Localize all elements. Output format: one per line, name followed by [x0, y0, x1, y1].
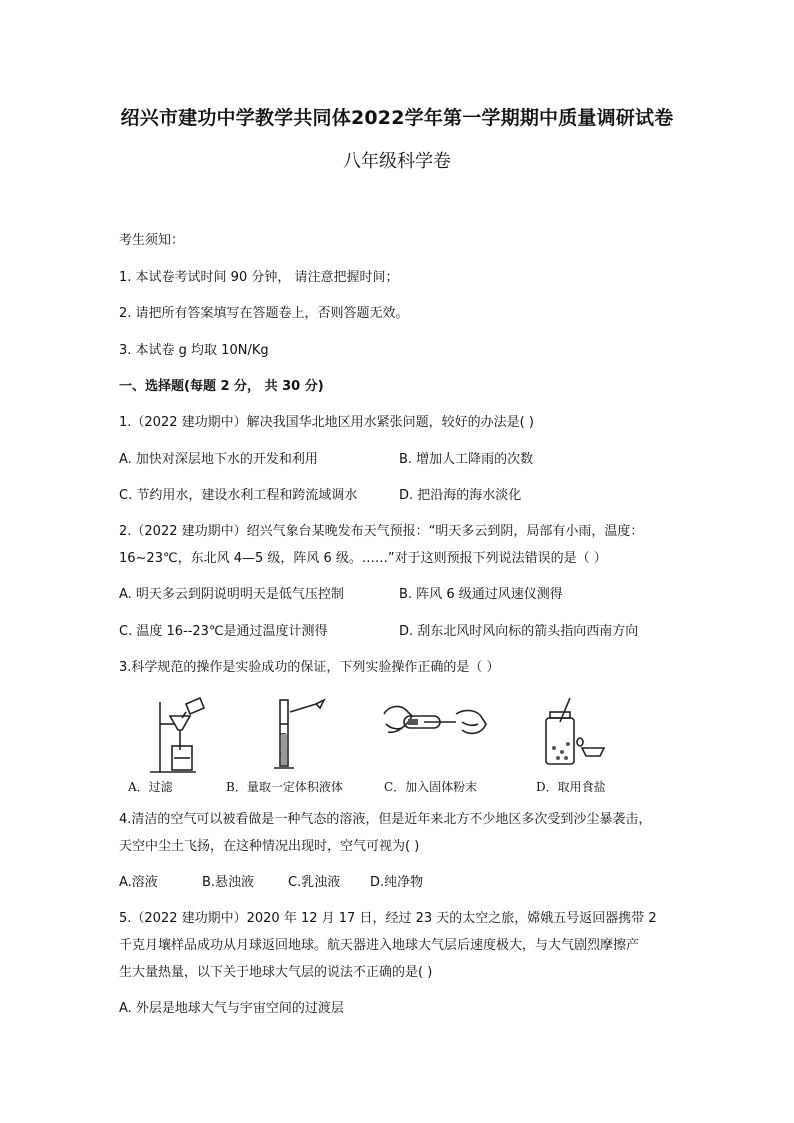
notice-item-3: 3. 本试卷 g 均取 10N/Kg	[119, 343, 269, 358]
filtration-apparatus-icon	[116, 694, 236, 778]
q3-figure-a-caption: A．过滤	[128, 780, 173, 794]
q4-stem-line1: 4.清洁的空气可以被看做是一种气态的溶液，但是近年来北方不少地区多次受到沙尘暴袭击，	[119, 812, 652, 827]
q4-option-d: D.纯净物	[370, 875, 424, 890]
q2-stem-line2: 16~23℃，东北风 4—5 级，阵风 6 级。……”对于这则预报下列说法错误的是（ ）	[119, 551, 607, 566]
q2-option-d: D. 刮东北风时风向标的箭头指向西南方向	[399, 624, 639, 639]
q3-figures	[116, 694, 696, 794]
exam-title: 绍兴市建功中学教学共同体2022学年第一学期期中质量调研试卷	[120, 107, 674, 129]
measuring-cylinder-icon	[220, 694, 340, 778]
q4-stem-line2: 天空中尘土飞扬，在这种情况出现时，空气可视为( )	[119, 839, 420, 854]
q4-option-b: B.悬浊液	[202, 875, 255, 890]
q1-option-c: C. 节约用水，建设水利工程和跨流域调水	[119, 488, 358, 503]
q4-option-a: A.溶液	[119, 875, 158, 890]
q3-figure-c-caption: C．加入固体粉末	[384, 780, 478, 794]
section-heading: 一、选择题(每题 2 分， 共 30 分)	[119, 379, 324, 394]
q1-option-a: A. 加快对深层地下水的开发和利用	[119, 452, 318, 467]
q1-option-d: D. 把沿海的海水淡化	[399, 488, 522, 503]
q1-stem: 1.（2022 建功期中）解决我国华北地区用水紧张问题，较好的办法是( )	[119, 415, 534, 430]
notice-heading: 考生须知：	[119, 233, 185, 248]
q1-option-b: B. 增加人工降雨的次数	[399, 452, 534, 467]
q3-figure-b	[220, 694, 343, 794]
q5-option-a: A. 外层是地球大气与宇宙空间的过渡层	[119, 1001, 344, 1016]
q5-stem-line2: 千克月壤样品成功从月球返回地球。航天器进入地球大气层后速度极大，与大气剧烈摩擦产	[119, 938, 640, 953]
q2-option-b: B. 阵风 6 级通过风速仪测得	[399, 587, 563, 602]
q5-stem-line3: 生大量热量，以下关于地球大气层的说法不正确的是( )	[119, 965, 433, 980]
q3-figure-d-caption: D．取用食盐	[536, 780, 606, 794]
q3-figure-c	[378, 694, 518, 794]
notice-item-1: 1. 本试卷考试时间 90 分钟， 请注意把握时间；	[119, 270, 399, 285]
q2-option-a: A. 明天多云到阴说明明天是低气压控制	[119, 587, 344, 602]
q3-figure-a	[116, 694, 236, 794]
q4-option-c: C.乳浊液	[288, 875, 341, 890]
q3-figure-d	[536, 694, 656, 794]
notice-item-2: 2. 请把所有答案填写在答题卷上，否则答题无效。	[119, 306, 409, 321]
q3-figure-b-caption: B．量取一定体积液体	[226, 780, 343, 794]
q3-stem: 3.科学规范的操作是实验成功的保证，下列实验操作正确的是（ ）	[119, 660, 500, 675]
adding-powder-icon	[378, 694, 518, 778]
q5-stem-line1: 5.（2022 建功期中）2020 年 12 月 17 日，经过 23 天的太空之旅，嫦娥五号返回器携带 2	[119, 911, 657, 926]
salt-jar-icon	[536, 694, 656, 778]
exam-subtitle: 八年级科学卷	[343, 151, 451, 172]
q2-option-c: C. 温度 16--23℃是通过温度计测得	[119, 624, 328, 639]
q2-stem-line1: 2.（2022 建功期中）绍兴气象台某晚发布天气预报：“明天多云到阴，局部有小雨，温度：	[119, 524, 644, 539]
